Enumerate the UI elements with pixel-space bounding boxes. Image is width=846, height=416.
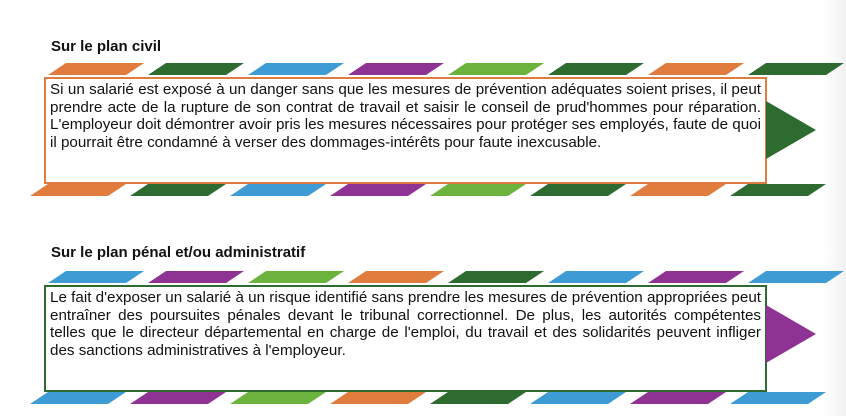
stripe-segment (630, 184, 726, 196)
stripe-segment (148, 271, 244, 283)
section-body-text: Si un salarié est exposé à un danger sans que les mesures de prévention adéquates soient prises, il peut prendre acte de la rupture de son contrat de travail et saisir le conseil de prud'hommes pour réparation. L'employeur doit démontrer avoir pris les mesures nécessaires pour protéger ses employés, faute de quoi il pourrait être condamné à verser des dommages-intérêts pour faute inexcusable. (50, 81, 761, 151)
stripe-segment (530, 184, 626, 196)
stripe-segment (130, 392, 226, 404)
stripe-segment (30, 392, 126, 404)
stripe-segment (48, 271, 144, 283)
stripe-segment (148, 63, 244, 75)
stripe-segment (548, 63, 644, 75)
stripe-segment (430, 392, 526, 404)
stripe-segment (348, 63, 444, 75)
stripe-segment (730, 392, 826, 404)
section-body-text: Le fait d'exposer un salarié à un risque identifié sans prendre les mesures de prévention appropriées peut entraîner des poursuites pénales devant le tribunal correctionnel. De plus, les autorités compétentes telles que le directeur départemental en charge de l'emploi, du travail et des solidarités peuvent infliger des sanctions administratives à l'employeur. (50, 289, 761, 359)
stripe-segment (330, 392, 426, 404)
section-penal (0, 208, 846, 416)
stripe-segment (748, 271, 844, 283)
stripe-segment (430, 184, 526, 196)
arrow-head-icon (766, 101, 816, 159)
stripe-segment (348, 271, 444, 283)
section-heading: Sur le plan civil (51, 38, 162, 55)
section-text-box (44, 77, 767, 184)
stripe-segment (330, 184, 426, 196)
stripe-segment (48, 63, 144, 75)
stripe-segment (248, 271, 344, 283)
stripe-segment (648, 63, 744, 75)
arrow-head-icon (766, 305, 816, 363)
stripe-segment (230, 392, 326, 404)
stripe-segment (530, 392, 626, 404)
stripe-segment (748, 63, 844, 75)
section-text-box (44, 285, 767, 392)
stripe-segment (248, 63, 344, 75)
stripe-segment (230, 184, 326, 196)
section-heading: Sur le plan pénal et/ou administratif (51, 244, 306, 261)
stripe-segment (448, 271, 544, 283)
stripe-segment (648, 271, 744, 283)
stripe-segment (130, 184, 226, 196)
stripe-segment (548, 271, 644, 283)
stripe-segment (448, 63, 544, 75)
stripe-segment (30, 184, 126, 196)
stripe-segment (730, 184, 826, 196)
stripe-segment (630, 392, 726, 404)
